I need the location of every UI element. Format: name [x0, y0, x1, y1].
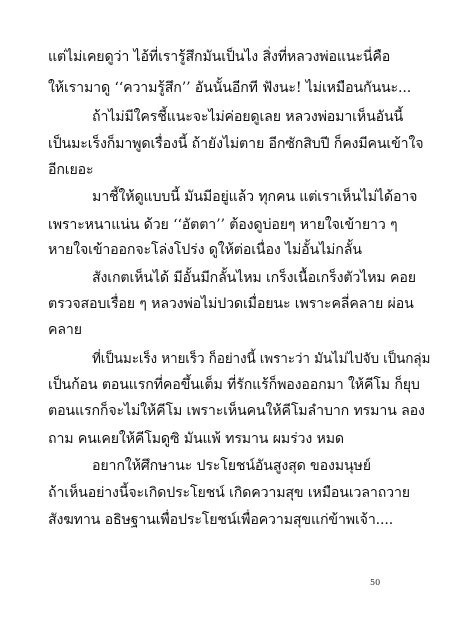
text-line-18: สังฆทาน อธิษฐานเพื่อประโยชน์เพื่อความสุขแก่ข้าพเจ้า....	[48, 512, 394, 528]
text-line-15: ถาม คนเคยให้คีโมดูซิ มันแพ้ ทรมาน ผมร่วง หมด	[48, 431, 344, 447]
text-line-3: ถ้าไม่มีใครชี้แนะจะไม่ค่อยดูเลย หลวงพ่อมาเห็นอันนี้	[92, 109, 404, 125]
page-number: 50	[370, 578, 381, 587]
text-line-11: คลาย	[48, 322, 82, 338]
text-line-7: เพราะหนาแน่น ด้วย ‘‘อัตตา’’ ต้องดูบ่อยๆ หายใจเข้ายาว ๆ	[48, 217, 398, 233]
text-line-8: หายใจเข้าออกจะโล่งโปร่ง ดูให้ต่อเนื่อง ไม่อั้นไม่กลั้น	[48, 242, 362, 258]
text-line-14: ตอนแรกก็จะไม่ให้คีโม เพราะเห็นคนให้คีโมลำบาก ทรมาน ลอง	[48, 403, 425, 419]
text-line-4: เป็นมะเร็งก็มาพูดเรื่องนี้ ถ้ายังไม่ตาย อีกซักสิบปี ก็คงมีคนเข้าใจ	[48, 136, 424, 152]
text-line-17: ถ้าเห็นอย่างนี้จะเกิดประโยชน์ เกิดความสุข เหมือนเวลาถวาย	[48, 485, 410, 501]
text-line-13: เป็นก้อน ตอนแรกที่คอขึ้นเต็ม ที่รักแร้ก็พองออกมา ให้คีโม ก็ยุบ	[48, 377, 420, 393]
text-line-9: สังเกตเห็นได้ มีอั้นมีกลั้นไหม เกร็งเนื้อเกร็งตัวไหม คอย	[92, 270, 416, 286]
text-line-2: ให้เรามาดู ‘‘ความรู้สึก’’ อันนั้นอีกที ฟังนะ! ไม่เหมือนกันนะ...	[48, 80, 412, 96]
text-line-6: มาชี้ให้ดูแบบนี้ มันมีอยู่แล้ว ทุกคน แต่เราเห็นไม่ได้อาจ	[92, 189, 418, 205]
text-line-12: ที่เป็นมะเร็ง หายเร็ว ก็อย่างนี้ เพราะว่า มันไม่ไปจับ เป็นกลุ่ม	[92, 351, 431, 367]
text-line-5: อีกเยอะ	[48, 162, 94, 178]
text-line-1: แต่ไม่เคยดูว่า ไอ้ที่เรารู้สึกมันเป็นไง สิ่งที่หลวงพ่อแนะนี่คือ	[48, 49, 391, 65]
text-line-16: อยากให้ศึกษานะ ประโยชน์อันสูงสุด ของมนุษย์	[92, 458, 371, 474]
text-line-10: ตรวจสอบเรื่อย ๆ หลวงพ่อไม่ปวดเมื่อยนะ เพราะคลี่คลาย ผ่อน	[48, 296, 414, 312]
